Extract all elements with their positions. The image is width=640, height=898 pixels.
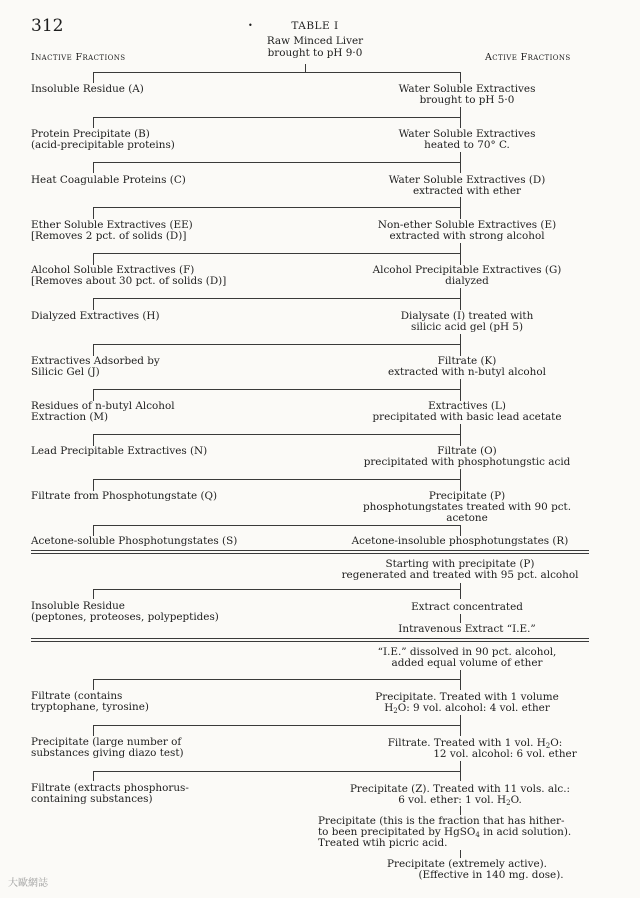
inactive-fraction: Acetone-soluble Phosphotungstates (S) — [31, 535, 238, 547]
branch-line — [93, 389, 460, 390]
connector — [460, 424, 461, 434]
branch-line — [93, 479, 460, 480]
inactive-fraction: Lead Precipitable Extractives (N) — [31, 445, 208, 457]
branch-line — [93, 525, 460, 526]
connector — [460, 771, 461, 781]
connector — [460, 715, 461, 725]
inactive-fraction: Insoluble Residue (A) — [31, 83, 144, 95]
active-fraction: Precipitate. Treated with 1 volume $H_2O$: 9 vol. alcohol: 4 vol. ether — [375, 691, 559, 715]
branch-line — [93, 117, 460, 118]
inactive-fraction: Protein Precipitate (B) (acid-precipitable proteins) — [31, 128, 175, 151]
connector — [460, 152, 461, 162]
extract-concentrated: Extract concentrated — [411, 601, 523, 613]
active-fraction: Water Soluble Extractives heated to 70° C. — [398, 128, 536, 151]
connector — [460, 334, 461, 344]
active-fraction: Water Soluble Extractives brought to pH 5·0 — [398, 83, 536, 106]
inactive-fraction: Precipitate (large number of substances giving diazo test) — [31, 736, 184, 759]
active-fraction: Acetone-insoluble phosphotungstates (R) — [351, 535, 569, 547]
branch-line — [93, 434, 460, 435]
inactive-fraction: Filtrate (contains tryptophane, tyrosine) — [31, 690, 149, 713]
connector — [460, 107, 461, 117]
connector — [460, 72, 461, 83]
inactive-fraction: Filtrate (extracts phosphorus- containing substances) — [31, 782, 189, 805]
active-fraction: Dialysate (I) treated with silicic acid gel (pH 5) — [400, 310, 534, 333]
inactive-heading: Inactive Fractions — [31, 52, 126, 63]
connector — [460, 614, 461, 623]
active-fraction: Filtrate (K) extracted with n-butyl alcohol — [388, 355, 546, 378]
branch-line — [93, 207, 460, 208]
intravenous-extract: Intravenous Extract “I.E.” — [398, 623, 536, 635]
active-fraction: Water Soluble Extractives (D) extracted with ether — [388, 174, 546, 197]
branch-line — [93, 771, 460, 772]
connector — [460, 207, 461, 219]
section-divider — [31, 638, 589, 642]
connector — [93, 207, 94, 219]
active-fraction: Extractives (L) precipitated with basic lead acetate — [372, 400, 562, 423]
connector — [460, 197, 461, 207]
source-line-2: brought to pH 9·0 — [267, 47, 363, 59]
branch-line — [93, 589, 460, 590]
connector — [93, 298, 94, 310]
table-title: TABLE I — [291, 20, 339, 32]
branch-line — [93, 725, 460, 726]
connector — [93, 72, 94, 83]
connector — [460, 162, 461, 173]
connector — [460, 379, 461, 389]
table-source — [235, 35, 395, 59]
connector — [460, 670, 461, 679]
inactive-fraction: Dialyzed Extractives (H) — [31, 310, 160, 322]
connector — [93, 725, 94, 736]
connector — [460, 117, 461, 128]
branch-line — [93, 72, 460, 73]
inactive-fraction: Extractives Adsorbed by Silicic Gel (J) — [31, 355, 160, 378]
connector — [460, 725, 461, 736]
active-fraction: Filtrate. Treated with 1 vol. $H_2O$: 12 vol. alcohol: 6 vol. ether — [387, 737, 577, 760]
active-fraction: Alcohol Precipitable Extractives (G) dialyzed — [372, 264, 562, 287]
active-result: Precipitate (extremely active). (Effective in 140 mg. dose). — [387, 858, 564, 881]
connector — [460, 806, 461, 815]
connector — [460, 679, 461, 690]
inactive-fraction: Insoluble Residue (peptones, proteoses, polypeptides) — [31, 600, 219, 623]
connector — [93, 589, 94, 599]
branch-line — [93, 344, 460, 345]
watermark: 大歐網誌 — [8, 878, 48, 889]
active-fraction: Non-ether Soluble Extractives (E) extracted with strong alcohol — [377, 219, 557, 242]
active-fraction: Precipitate (Z). Treated with 11 vols. alc.: 6 vol. ether: 1 vol. $H_2O$. — [349, 783, 571, 807]
connector — [93, 117, 94, 128]
active-fraction: Precipitate (P) phosphotungstates treated with 90 pct. acetone — [362, 490, 572, 524]
inactive-fraction: Residues of n-butyl Alcohol Extraction (M) — [31, 400, 175, 423]
inactive-fraction: Ether Soluble Extractives (EE) [Removes 2 pct. of solids (D)] — [31, 219, 193, 242]
branch-line — [93, 253, 460, 254]
branch-line — [93, 298, 460, 299]
branch-line — [93, 162, 460, 163]
source-line-1: Raw Minced Liver — [266, 35, 364, 47]
connector — [460, 288, 461, 298]
section-divider — [31, 550, 589, 554]
inactive-fraction: Alcohol Soluble Extractives (F) [Removes about 30 pct. of solids (D)] — [31, 264, 227, 287]
section3-start: “I.E.” dissolved in 90 pct. alcohol, added equal volume of ether — [377, 646, 557, 669]
connector — [93, 771, 94, 781]
connector — [305, 64, 306, 72]
printer-dot: • — [248, 21, 253, 30]
inactive-fraction: Filtrate from Phosphotungstate (Q) — [31, 490, 218, 502]
inactive-fraction: Heat Coagulable Proteins (C) — [31, 174, 186, 186]
connector — [460, 469, 461, 479]
page-number: 312 — [31, 16, 64, 36]
connector — [93, 679, 94, 690]
active-fraction: Filtrate (O) precipitated with phosphotungstic acid — [363, 445, 571, 468]
connector — [460, 589, 461, 599]
active-heading: Active Fractions — [485, 52, 571, 63]
section2-start: Starting with precipitate (P) regenerated and treated with 95 pct. alcohol — [341, 558, 579, 581]
connector — [93, 162, 94, 173]
connector — [460, 243, 461, 253]
connector — [460, 850, 461, 858]
branch-line — [93, 679, 460, 680]
connector — [460, 298, 461, 310]
connector — [460, 761, 461, 771]
final-fraction: Precipitate (this is the fraction that has hither- to been precipitated by HgSO$_4$ in acid solution). Treated wtih picric acid. — [318, 815, 572, 849]
